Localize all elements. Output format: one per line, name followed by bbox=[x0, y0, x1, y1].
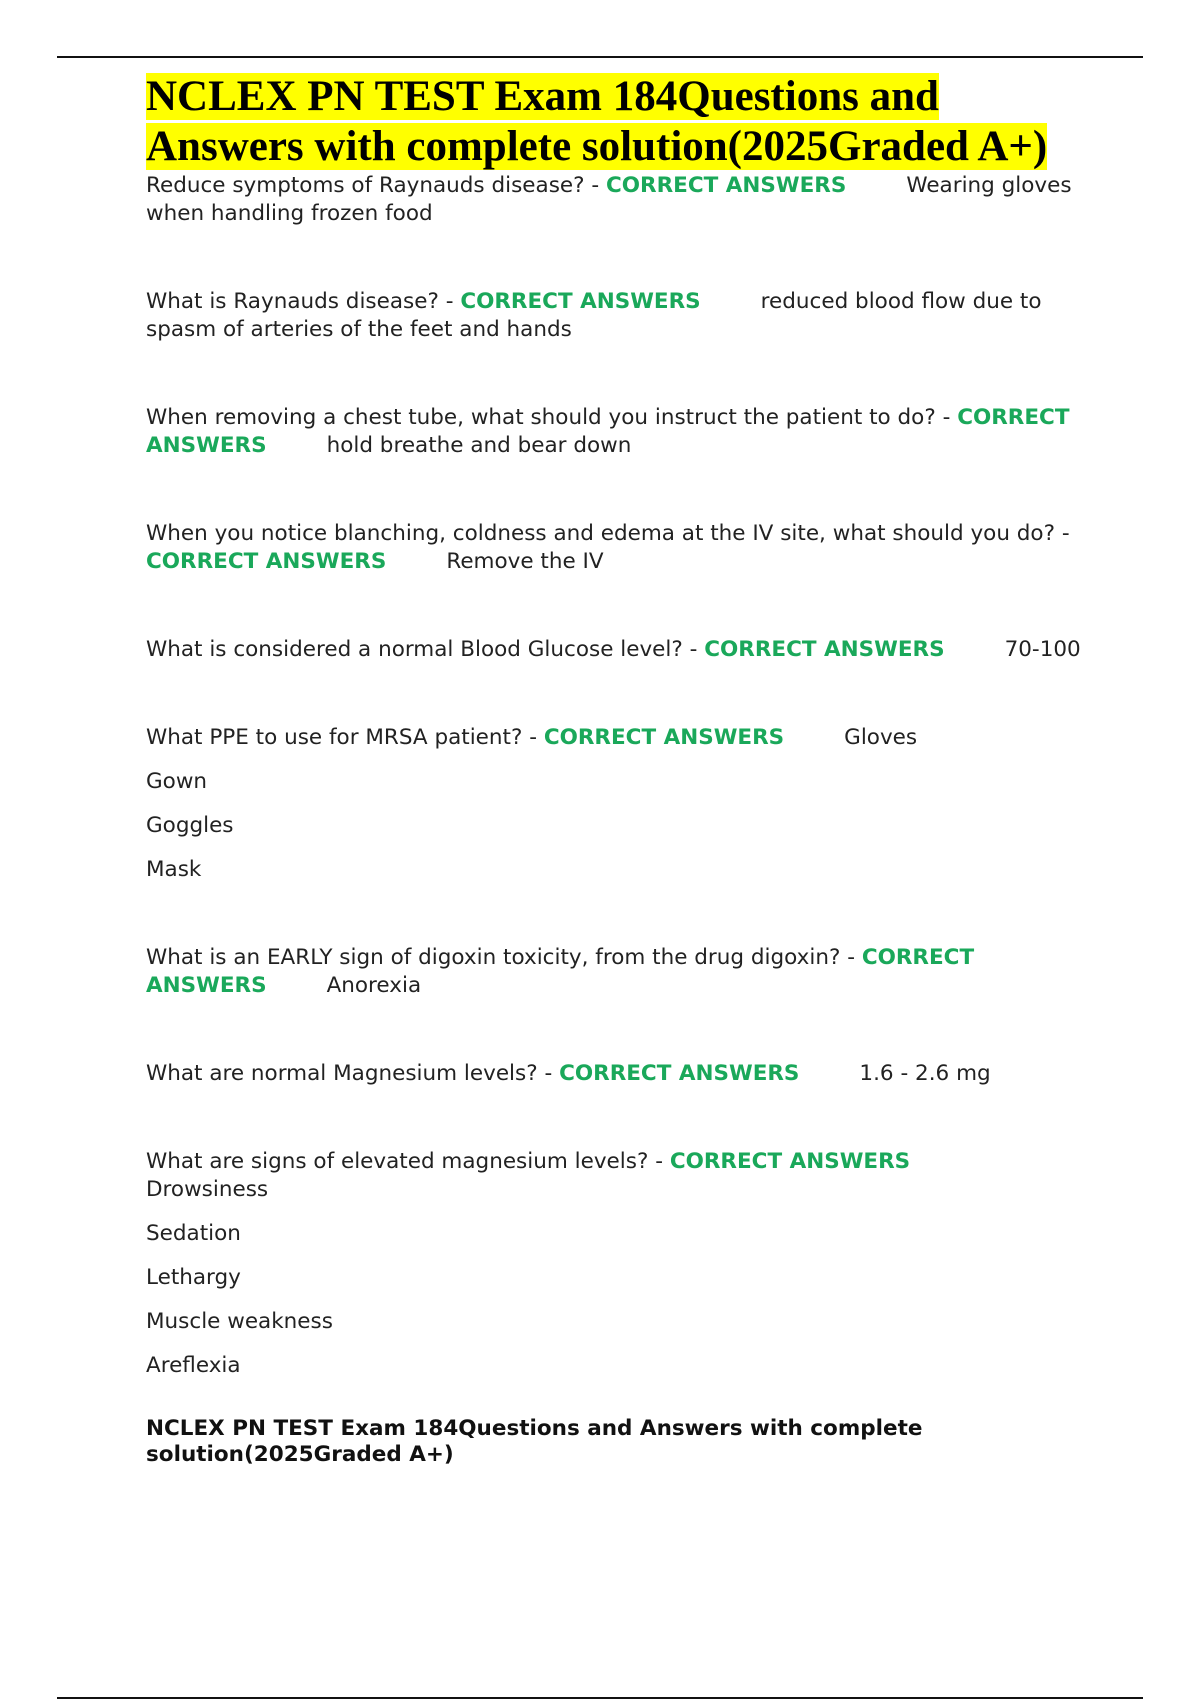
answer-line: Gown bbox=[146, 769, 208, 794]
qa-item bbox=[146, 172, 1106, 228]
question-text: What is considered a normal Blood Glucose level? - bbox=[146, 637, 698, 662]
question-text: What PPE to use for MRSA patient? - bbox=[146, 725, 537, 750]
question-text: What is an EARLY sign of digoxin toxicity, from the drug digoxin? - bbox=[146, 945, 855, 970]
qa-block bbox=[146, 636, 1106, 664]
answer-text: hold breathe and bear down bbox=[326, 433, 632, 458]
qa-item bbox=[146, 636, 1106, 664]
bottom-rule bbox=[57, 1697, 1143, 1699]
correct-answers-label: CORRECT ANSWERS bbox=[146, 549, 387, 574]
answer-text: Anorexia bbox=[326, 973, 422, 998]
answer-text: Gloves bbox=[844, 725, 918, 750]
answer-text: 1.6 - 2.6 mg bbox=[859, 1061, 991, 1086]
correct-answers-label: CORRECT ANSWERS bbox=[146, 405, 1070, 458]
answer-text: Remove the IV bbox=[446, 549, 604, 574]
question-text: What is Raynauds disease? - bbox=[146, 289, 454, 314]
answer-text: reduced blood flow due to spasm of arteries of the feet and hands bbox=[146, 289, 1042, 342]
answer-line: Areflexia bbox=[146, 1353, 241, 1378]
correct-answers-label: CORRECT ANSWERS bbox=[605, 173, 847, 198]
correct-answers-label: CORRECT ANSWERS bbox=[146, 945, 975, 998]
qa-item bbox=[146, 944, 1106, 1000]
qa-block bbox=[146, 404, 1106, 460]
qa-block bbox=[146, 288, 1106, 344]
answer-text: 70-100 bbox=[1004, 637, 1081, 662]
title-line-1: NCLEX PN TEST Exam 184Questions and bbox=[146, 73, 939, 120]
question-text: When removing a chest tube, what should you instruct the patient to do? - bbox=[146, 405, 951, 430]
qa-block bbox=[146, 172, 1106, 228]
answer-text: Wearing gloves when handling frozen food bbox=[146, 173, 1072, 226]
qa-block bbox=[146, 1060, 1106, 1088]
correct-answers-label: CORRECT ANSWERS bbox=[559, 1061, 800, 1086]
document-title bbox=[146, 72, 1106, 172]
qa-item bbox=[146, 288, 1106, 344]
correct-answers-label: CORRECT ANSWERS bbox=[669, 1149, 911, 1174]
title-line-2: Answers with complete solution(2025Graded A+) bbox=[146, 123, 1048, 170]
top-rule bbox=[57, 56, 1143, 58]
answer-line: Goggles bbox=[146, 813, 234, 838]
answer-text: Drowsiness bbox=[146, 1177, 269, 1202]
qa-item bbox=[146, 1060, 1106, 1088]
qa-item bbox=[146, 520, 1106, 576]
answer-line: Mask bbox=[146, 857, 202, 882]
answer-line: Muscle weakness bbox=[146, 1309, 333, 1334]
qa-block bbox=[146, 944, 1106, 1000]
qa-block bbox=[146, 1148, 1106, 1380]
document-content bbox=[146, 72, 1106, 1468]
question-text: What are signs of elevated magnesium levels? - bbox=[146, 1149, 663, 1174]
question-text: Reduce symptoms of Raynauds disease? - bbox=[146, 173, 600, 198]
question-text: What are normal Magnesium levels? - bbox=[146, 1061, 553, 1086]
answer-line: Lethargy bbox=[146, 1265, 241, 1290]
qa-item bbox=[146, 724, 1106, 752]
correct-answers-label: CORRECT ANSWERS bbox=[460, 289, 701, 314]
correct-answers-label: CORRECT ANSWERS bbox=[704, 637, 945, 662]
page-footer-title: NCLEX PN TEST Exam 184Questions and Answers with complete solution(2025Graded A+) bbox=[146, 1416, 923, 1467]
correct-answers-label: CORRECT ANSWERS bbox=[543, 725, 785, 750]
question-text: When you notice blanching, coldness and edema at the IV site, what should you do? - bbox=[146, 521, 1070, 546]
qa-block bbox=[146, 520, 1106, 576]
answer-line: Sedation bbox=[146, 1221, 241, 1246]
qa-item bbox=[146, 404, 1106, 460]
qa-block bbox=[146, 724, 1106, 884]
qa-item bbox=[146, 1148, 1106, 1204]
